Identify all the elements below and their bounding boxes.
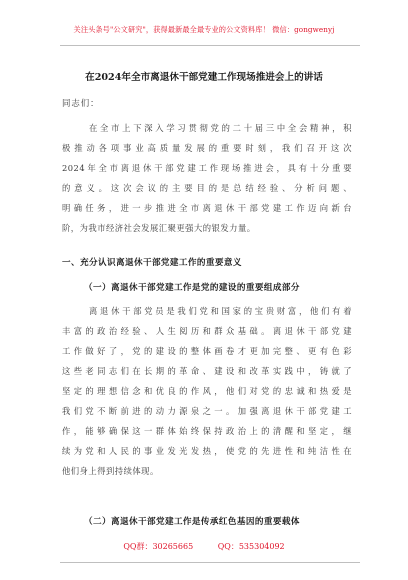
contact-footer bbox=[0, 541, 408, 552]
paragraph-line: 明确任务，进一步推进全市离退休干部党建工作迈向新台 bbox=[62, 203, 352, 213]
promo-banner: 关注头条号"公文研究"，获得最新最全最专业的公文资料库！ 微信：gongwenyj bbox=[73, 25, 335, 34]
paragraph-line: 阶，为我市经济社会发展汇聚更强大的银发力量。 bbox=[62, 223, 256, 233]
paragraph-line: 丰富的政治经验、人生阅历和群众基础。离退休干部党建 bbox=[62, 326, 352, 336]
qq-number: QQ：535304092 bbox=[217, 542, 285, 551]
footer-divider bbox=[60, 562, 360, 563]
subsection-paragraph bbox=[62, 301, 352, 481]
paragraph-line: 离退休干部党员是我们党和国家的宝贵财富，他们有着 bbox=[89, 306, 352, 316]
paragraph-line: 作，能够确保这一群体始终保持政治上的清醒和坚定，继 bbox=[62, 426, 352, 436]
salutation: 同志们： bbox=[62, 98, 100, 108]
intro-paragraph bbox=[62, 118, 352, 238]
paragraph-line: 工作做好了，党的建设的整体画卷才更加完整、更有色彩 bbox=[62, 346, 352, 356]
paragraph-line: 我们党不断前进的动力源泉之一。加强离退休干部党建工 bbox=[62, 406, 352, 416]
document-title: 在2024年全市离退休干部党建工作现场推进会上的讲话 bbox=[85, 72, 323, 83]
paragraph-line: 2024年全市离退休干部党建工作现场推进会，具有十分重要 bbox=[62, 163, 352, 173]
header-divider bbox=[60, 45, 360, 46]
paragraph-line: 这些老同志们在长期的革命、建设和改革实践中，铸就了 bbox=[62, 366, 352, 376]
paragraph-line: 续为党和人民的事业发光发热，使党的先进性和纯洁性在 bbox=[62, 446, 352, 456]
paragraph-line: 坚定的理想信念和优良的作风，他们对党的忠诚和热爱是 bbox=[62, 386, 352, 396]
paragraph-line: 在全市上下深入学习贯彻党的二十届三中全会精神，积 bbox=[89, 123, 352, 133]
paragraph-line: 他们身上得到持续体现。 bbox=[62, 466, 159, 476]
section-heading: 一、充分认识离退休干部党建工作的重要意义 bbox=[62, 258, 242, 268]
subsection-heading: （二）离退休干部党建工作是传承红色基因的重要载体 bbox=[84, 517, 300, 527]
paragraph-line: 的意义。这次会议的主要目的是总结经验、分析问题、 bbox=[62, 183, 352, 193]
paragraph-line: 极推动各项事业高质量发展的重要时刻，我们召开这次 bbox=[62, 143, 352, 153]
qq-group-number: QQ群：30265665 bbox=[123, 542, 194, 551]
subsection-heading: （一）离退休干部党建工作是党的建设的重要组成部分 bbox=[84, 283, 300, 293]
